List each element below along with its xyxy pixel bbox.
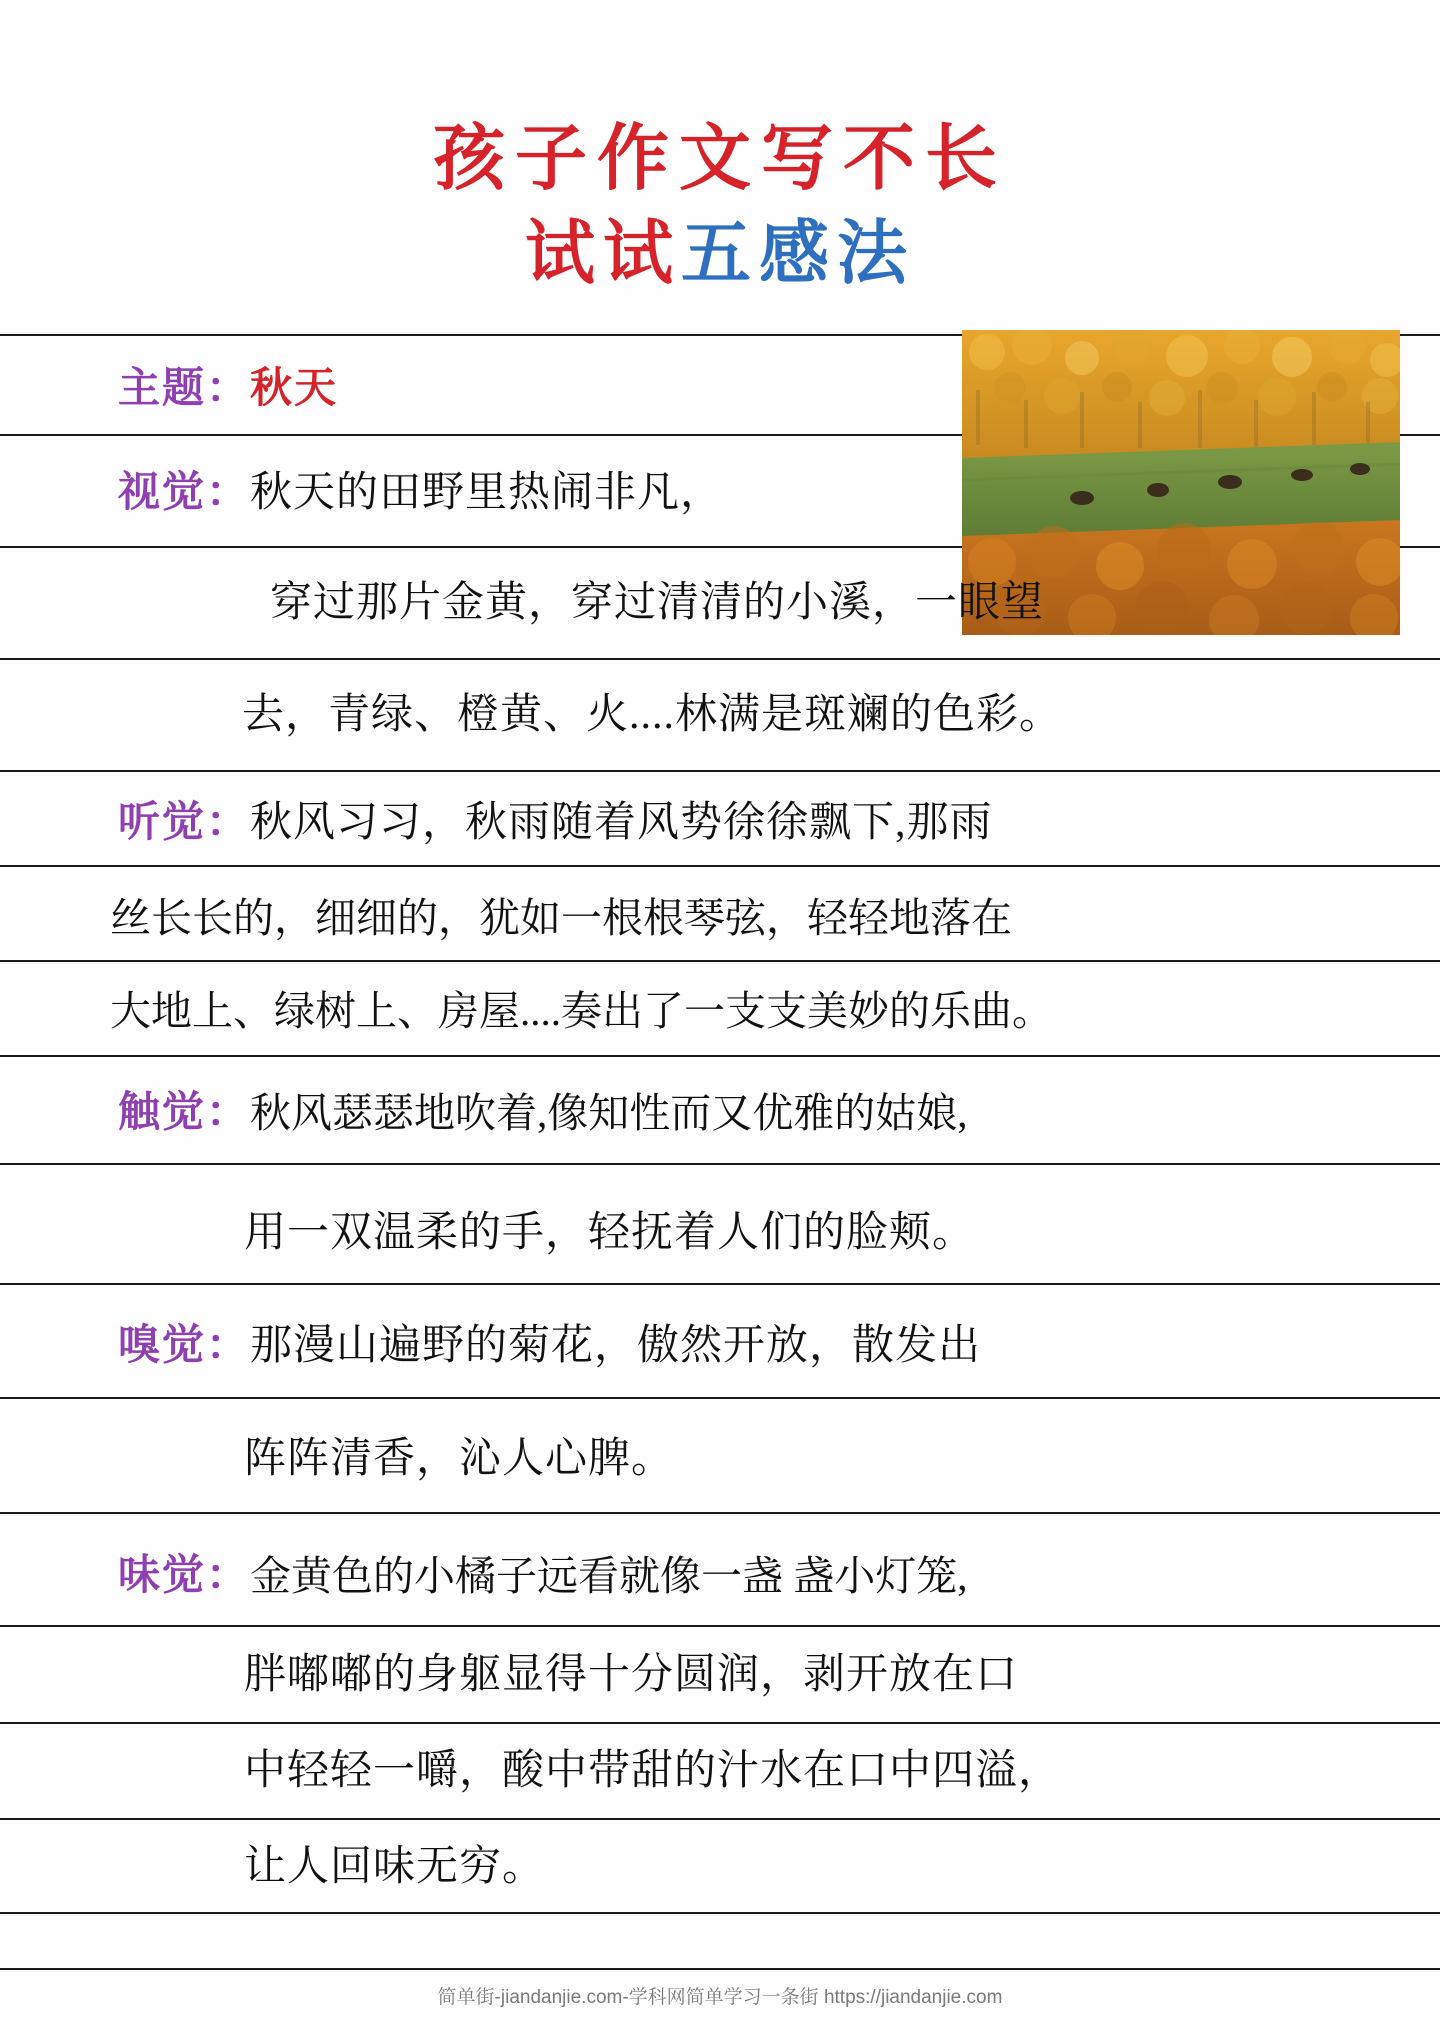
topic-value: 秋天 — [250, 366, 339, 412]
rule-line — [0, 960, 1440, 962]
section-hearing-line-2-row — [110, 877, 1012, 951]
section-taste-line-4-row — [244, 1826, 545, 1900]
title-line-2-prefix: 试试 — [525, 215, 681, 293]
rule-line — [0, 1818, 1440, 1820]
rule-line — [0, 1722, 1440, 1724]
section-taste-line-4: 让人回味无穷。 — [244, 1844, 546, 1890]
section-taste-line-3-row — [244, 1730, 1061, 1804]
section-sight-line-1: 秋天的田野里热闹非凡， — [250, 470, 724, 516]
section-label-sight: 视觉： — [118, 470, 251, 516]
section-taste-line-2-row — [244, 1634, 1018, 1708]
section-taste-line-1: 金黄色的小橘子远看就像一盏 盏小灯笼, — [250, 1552, 968, 1599]
section-hearing-line-3-row — [110, 970, 1053, 1044]
section-hearing-line-1: 秋风习习，秋雨随着风势徐徐飘下,那雨 — [250, 800, 993, 846]
section-smell — [118, 1305, 981, 1379]
section-taste — [118, 1535, 968, 1609]
section-label-smell: 嗅觉： — [118, 1323, 251, 1369]
section-smell-line-2: 阵阵清香，沁人心脾。 — [244, 1436, 675, 1482]
rule-line — [0, 1912, 1440, 1914]
section-hearing-line-2: 丝长长的，细细的，犹如一根根琴弦，轻轻地落在 — [110, 894, 1012, 941]
title-line-2-highlight: 五感法 — [681, 215, 915, 293]
section-label-touch: 触觉： — [118, 1090, 251, 1136]
rule-line — [0, 1625, 1440, 1627]
section-touch-line-2-row — [244, 1192, 975, 1266]
section-hearing — [118, 782, 993, 856]
section-sight — [118, 452, 723, 526]
section-label-topic: 主题： — [118, 366, 251, 412]
section-smell-line-2-row — [244, 1418, 674, 1492]
rule-line — [0, 1968, 1440, 1970]
section-touch — [118, 1072, 968, 1146]
rule-line — [0, 658, 1440, 660]
footer-watermark: 简单街-jiandanjie.com-学科网简单学习一条街 https://jiandanjie.com — [437, 1987, 1003, 2008]
section-label-taste: 味觉： — [118, 1553, 251, 1599]
section-sight-line-2: 穿过那片金黄，穿过清清的小溪，一眼望 — [270, 580, 1045, 626]
section-sight-line-3: 去，青绿、橙黄、火....林满是斑斓的色彩。 — [242, 692, 1063, 738]
section-smell-line-1: 那漫山遍野的菊花，傲然开放，散发出 — [250, 1323, 982, 1369]
section-sight-line-3-row — [242, 674, 1062, 748]
title-line-1: 孩子作文写不长 — [432, 119, 1007, 199]
rule-line — [0, 1055, 1440, 1057]
section-label-hearing: 听觉： — [118, 800, 251, 846]
rule-line — [0, 865, 1440, 867]
section-topic — [118, 348, 338, 422]
section-touch-line-1: 秋风瑟瑟地吹着,像知性而又优雅的姑娘, — [250, 1089, 968, 1136]
section-hearing-line-3: 大地上、绿树上、房屋....奏出了一支支美妙的乐曲。 — [110, 987, 1053, 1034]
rule-line — [0, 1163, 1440, 1165]
section-sight-line-2-row — [270, 562, 1044, 636]
section-touch-line-2: 用一双温柔的手，轻抚着人们的脸颊。 — [244, 1210, 976, 1256]
rule-line — [0, 1512, 1440, 1514]
section-taste-line-2: 胖嘟嘟的身躯显得十分圆润，剥开放在口 — [244, 1652, 1019, 1698]
section-taste-line-3: 中轻轻一嚼，酸中带甜的汁水在口中四溢， — [244, 1748, 1062, 1794]
rule-line — [0, 1283, 1440, 1285]
rule-line — [0, 1397, 1440, 1399]
rule-line — [0, 770, 1440, 772]
